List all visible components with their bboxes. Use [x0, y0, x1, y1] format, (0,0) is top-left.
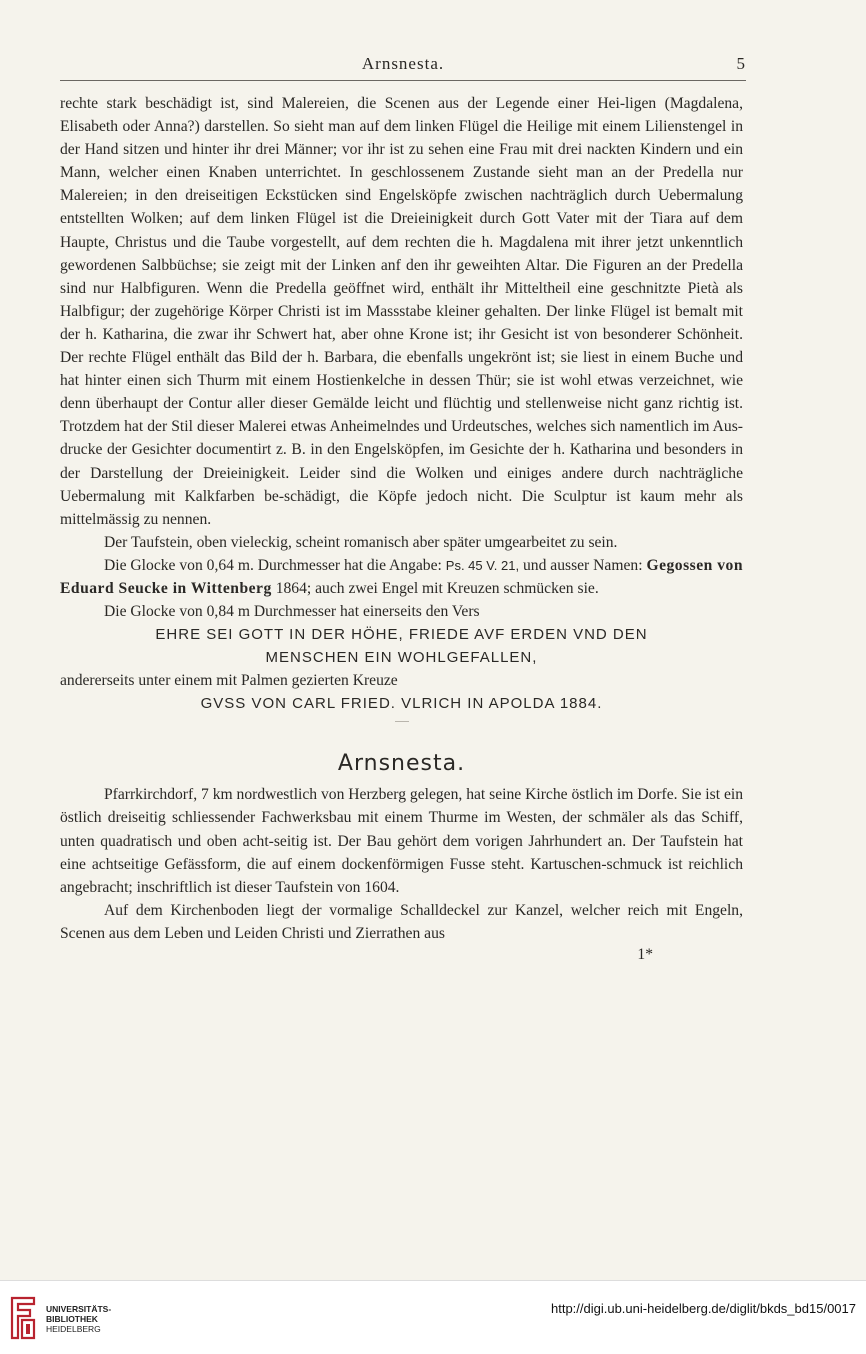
inscription-line: MENSCHEN EIN WOHLGEFALLEN,	[265, 649, 538, 667]
header-rule	[60, 80, 746, 81]
library-name-line: HEIDELBERG	[46, 1324, 101, 1334]
library-name	[46, 1304, 111, 1334]
text-run: Die Glocke von 0,64 m. Durchmesser hat die Angabe:	[104, 556, 442, 574]
paragraph: andererseits unter einem mit Palmen gezierten Kreuze	[60, 672, 398, 690]
library-name-line: UNIVERSITÄTS-	[46, 1304, 112, 1314]
fraktur-inscription: Gegossen von Eduard Seucke in Wittenberg	[60, 556, 744, 597]
text-run: und ausser Namen:	[522, 556, 643, 574]
running-title: Arnsnesta.	[361, 54, 445, 73]
section-divider	[395, 721, 409, 722]
library-logo-icon	[8, 1296, 38, 1340]
paragraph: rechte stark beschädigt ist, sind Malereien, die Scenen aus der Legende einer Hei-ligen (Magdalena, Elisabeth oder Anna?) darstellen. So sieht man auf dem linken Flügel die Heilige mit einem Lilienstengel in der Hand sitzen und hinter ihr drei Männer; vor ihr ist zu sehen eine Frau mit drei nackten Kindern und ein Mann, welcher einen Knaben unterrichtet. In geschlossenem Zustande sieht man an der Predella nur Malereien; in den dreiseitigen Eckstücken sind Engelsköpfe zwischen nachträglich durch Uebermalung entstellten Wolken; auf dem linken Flügel ist die Dreieinigkeit durch Gott Vater mit der Tiara auf dem Haupte, Christus und die Taube vorgestellt, auf dem rechten die h. Magdalena mit ihrer jetzt unkenntlich gewordenen Salbbüchse; sie zeigt mit der Linken anf den ihr geweihten Altar. Die Figuren an der Predella sind nur Halbfiguren. Wenn die Predella geöffnet wird, enthält ihr Mitteltheil eine geschnitzte Pietà als Halbfigur; der zugehörige Körper Christi ist im Massstabe kleiner gehalten. Der linke Flügel ist bemalt mit der h. Katharina, die zwar ihr Schwert hat, aber ohne Krone ist; ihr Gesicht ist von besonderer Schönheit. Der rechte Flügel enthält das Bild der h. Barbara, die ebenfalls ungekrönt ist; sie liest in einem Buche und hat hinter einen sich Thurm mit einem Hostienkelche in dessen Thür; sie ist wohl etwas verzeichnet, wie denn überhaupt der Contur aller dieser Gemälde leicht und flüchtig und stellenweise nicht ganz richtig ist. Trotzdem hat der Stil dieser Malerei etwas Anheimelndes und Urdeutsches, welches sich namentlich im Aus-drucke der Gesichter documentirt z. B. in den Engelsköpfen, im Gesichte der h. Katharina und besonders in der Darstellung der Dreieinigkeit. Leider sind die Wolken und einiges andere durch nachträgliche Uebermalung mit Kalkfarben be-schädigt, die Köpfe jedoch nicht. Die Sculptur ist kaum mehr als mittelmässig zu nennen.	[60, 95, 743, 528]
signature-mark: 1*	[637, 946, 653, 963]
text-run: 1864; auch zwei Engel mit Kreuzen schmücken sie.	[275, 579, 599, 597]
footer-bar	[0, 1280, 866, 1354]
library-name-line: BIBLIOTHEK	[46, 1314, 98, 1324]
page-body	[60, 92, 743, 965]
page-number: 5	[736, 54, 746, 73]
paragraph-bell-1	[60, 554, 743, 600]
permalink-url[interactable]: http://digi.ub.uni-heidelberg.de/diglit/bkds_bd15/0017	[550, 1301, 856, 1316]
section-title: Arnsnesta.	[337, 751, 466, 777]
paragraph: Der Taufstein, oben vieleckig, scheint romanisch aber später umgearbeitet zu sein.	[104, 533, 618, 551]
inscription-line: EHRE SEI GOTT IN DER HÖHE, FRIEDE AVF ERDEN VND DEN	[155, 626, 648, 644]
psalm-reference: Ps. 45 V. 21,	[445, 557, 520, 573]
inscription-line: GVSS VON CARL FRIED. VLRICH IN APOLDA 1884.	[200, 695, 603, 713]
running-header	[60, 54, 746, 78]
paragraph: Pfarrkirchdorf, 7 km nordwestlich von Herzberg gelegen, hat seine Kirche östlich im Dorfe. Sie ist ein östlich dreiseitig schliessender Fachwerksbau mit einem Thurme im Westen, der schmäler als das Schiff, unten quadratisch und oben acht-seitig ist. Der Bau gehört dem vorigen Jahrhundert an. Der Taufstein hat eine achtseitige Gefässform, die auf einem dockenförmigen Fusse steht. Kartuschen-schmuck ist reichlich angebracht; inschriftlich ist dieser Taufstein von 1604.	[60, 786, 743, 896]
paragraph: Die Glocke von 0,84 m Durchmesser hat einerseits den Vers	[104, 603, 480, 621]
paragraph: Auf dem Kirchenboden liegt der vormalige Schalldeckel zur Kanzel, welcher reich mit Engeln, Scenen aus dem Leben und Leiden Christi und Zierrathen aus	[60, 901, 743, 942]
